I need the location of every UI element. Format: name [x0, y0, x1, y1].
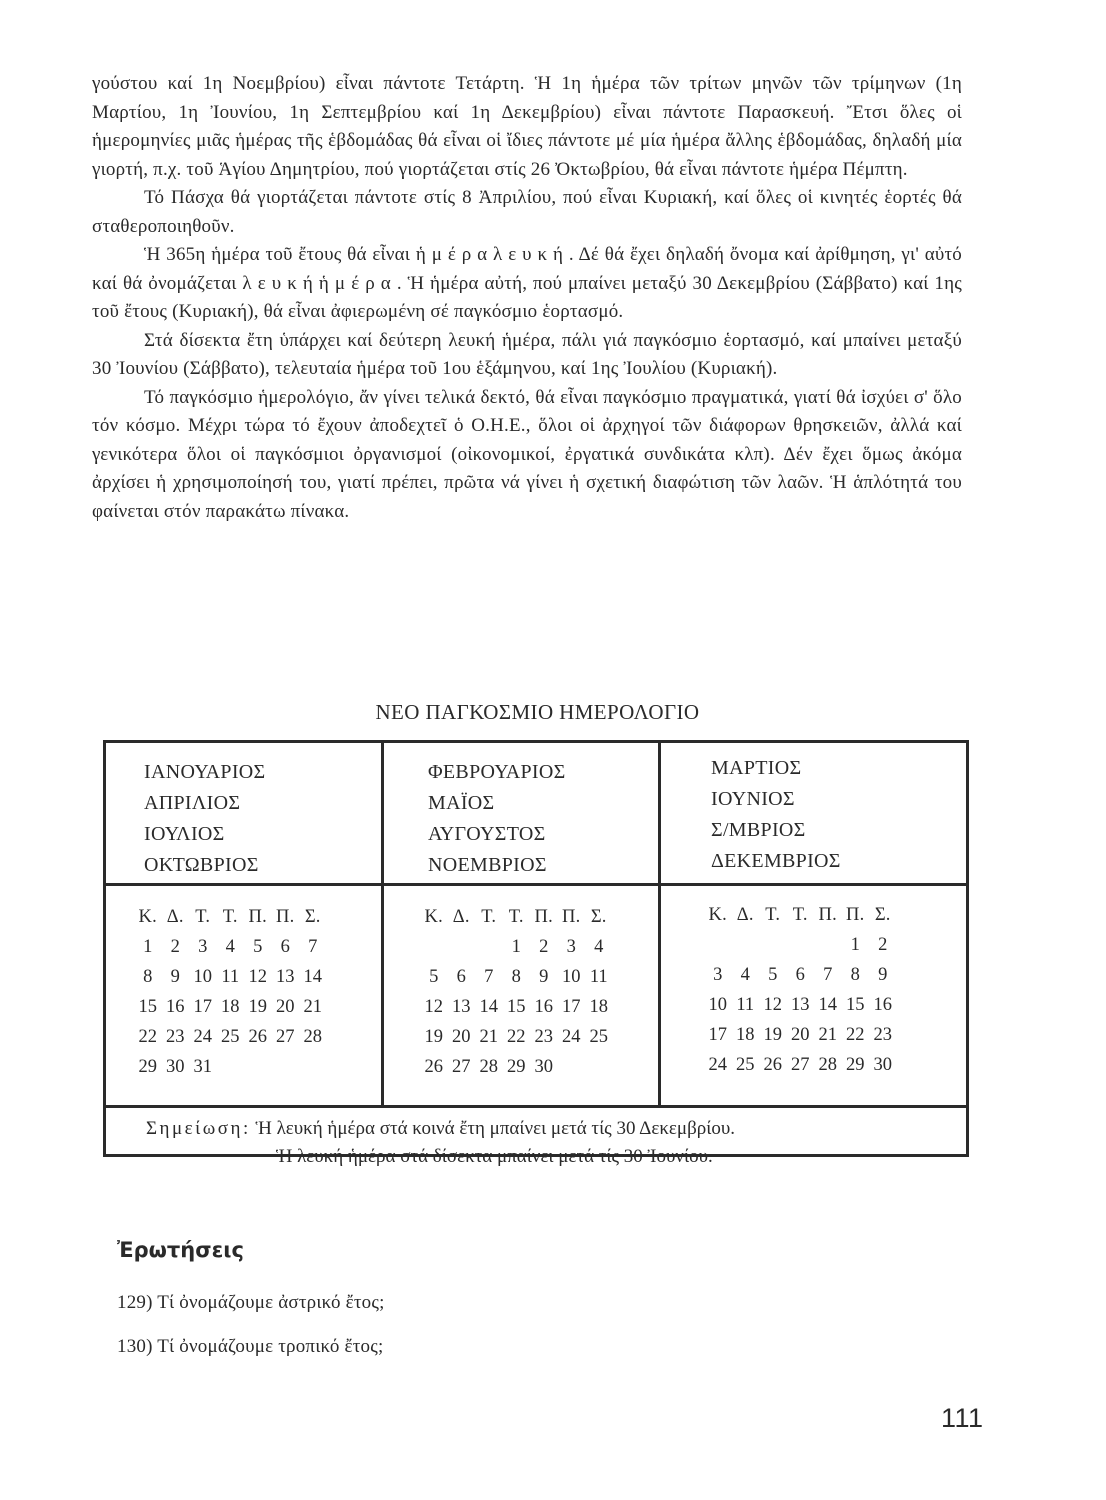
- weekday-header: Σ.: [304, 907, 321, 927]
- day-number: 23: [534, 1027, 553, 1047]
- day-number: 9: [878, 965, 888, 985]
- paragraph: γούστου καί 1η Νοεμβρίου) εἶναι πάντοτε Τετάρτη. Ἡ 1η ἡμέρα τῶν τρίτων μηνῶν τῶν τρίμηνων (1η Μαρτίου, 1η Ἰουνίου, 1η Σεπτεμβρίου καί 1η Δεκεμβρίου) εἶναι πάντοτε Παρασκευή. Ἔτσι ὅλες οἱ ἡμερομηνίες μιᾶς ἡμέρας τῆς ἑβδομάδας θά εἶναι οἱ ἴδιες πάντοτε μέ μία ἡμέρα ἄλλης ἑβδομάδας, δηλαδή μία γιορτή, π.χ. τοῦ Ἁγίου Δημητρίου, πού γιορτάζεται στίς 26 Ὀκτωβρίου, θά εἶναι πάντοτε ἡμέρα Πέμπτη.: [92, 73, 962, 180]
- day-number: 10: [708, 995, 727, 1015]
- note-line-2: Ἡ λευκή ἡμέρα στά δίσεκτα μπαίνει μετά τίς 30 Ἰουνίου.: [276, 1146, 713, 1167]
- day-number: 20: [276, 997, 295, 1017]
- day-number: 1: [850, 935, 860, 955]
- month-name: Σ/ΜΒΡΙΟΣ: [711, 819, 806, 841]
- day-number: 16: [534, 997, 553, 1017]
- day-number: 22: [507, 1027, 526, 1047]
- day-number: 1: [143, 937, 153, 957]
- day-number: 6: [795, 965, 805, 985]
- day-number: 29: [138, 1057, 157, 1077]
- day-number: 7: [823, 965, 833, 985]
- day-number: 19: [424, 1027, 443, 1047]
- day-number: 26: [763, 1055, 782, 1075]
- day-number: 18: [736, 1025, 755, 1045]
- day-number: 30: [873, 1055, 892, 1075]
- day-number: 27: [452, 1057, 471, 1077]
- month-group-1: [144, 757, 265, 881]
- day-number: 12: [424, 997, 443, 1017]
- day-number: 24: [562, 1027, 581, 1047]
- day-number: 1: [511, 937, 521, 957]
- day-number: 2: [539, 937, 549, 957]
- empty-day-cell: [814, 930, 842, 960]
- day-number: 22: [138, 1027, 157, 1047]
- day-number: 17: [708, 1025, 727, 1045]
- day-number: 14: [303, 967, 322, 987]
- calendar-table: [103, 740, 969, 1167]
- question-item: 130) Τί ὀνομάζουμε τροπικό ἔτος;: [117, 1336, 384, 1357]
- day-number: 9: [539, 967, 549, 987]
- day-number: 30: [166, 1057, 185, 1077]
- day-number: 30: [534, 1057, 553, 1077]
- day-number: 14: [818, 995, 837, 1015]
- weekday-header: Π.: [248, 907, 267, 927]
- weekday-header: Σ.: [874, 905, 891, 925]
- empty-day-cell: [732, 930, 760, 960]
- weekday-header: Π.: [276, 907, 295, 927]
- day-number: 8: [850, 965, 860, 985]
- weekday-header: Δ.: [452, 907, 470, 927]
- month-name: ΝΟΕΜΒΡΙΟΣ: [428, 854, 547, 876]
- weekday-header: Κ.: [138, 907, 157, 927]
- day-number: 13: [452, 997, 471, 1017]
- day-number: 13: [791, 995, 810, 1015]
- note-line-1: Ἡ λευκή ἡμέρα στά κοινά ἔτη μπαίνει μετά τίς 30 Δεκεμβρίου.: [255, 1118, 736, 1139]
- day-number: 27: [276, 1027, 295, 1047]
- empty-day-cell: [475, 932, 503, 962]
- day-number: 20: [791, 1025, 810, 1045]
- day-number: 5: [429, 967, 439, 987]
- day-number: 9: [170, 967, 180, 987]
- day-number: 3: [198, 937, 208, 957]
- day-number: 18: [589, 997, 608, 1017]
- empty-day-cell: [759, 930, 787, 960]
- day-number: 22: [846, 1025, 865, 1045]
- empty-day-cell: [787, 930, 815, 960]
- day-number: 3: [566, 937, 576, 957]
- day-number: 17: [562, 997, 581, 1017]
- weekday-header: Τ.: [195, 907, 211, 927]
- day-number: 31: [193, 1057, 212, 1077]
- day-number: 15: [507, 997, 526, 1017]
- day-number: 4: [594, 937, 604, 957]
- body-text: [92, 70, 962, 526]
- paragraph: Ἡ 365η ἡμέρα τοῦ ἔτους θά εἶναι ἡ μ έ ρ α λ ε υ κ ή . Δέ θά ἔχει δηλαδή ὄνομα καί ἀρίθμηση, γι' αὐτό καί θά ὀνομάζεται λ ε υ κ ή ἡ μ έ ρ α . Ἡ ἡμέρα αὐτή, πού μπαίνει μεταξύ 30 Δεκεμβρίου (Σάββατο) καί 1ης τοῦ ἔτους (Κυριακή), θά εἶναι ἀφιερωμένη σέ παγκόσμιο ἑορτασμό.: [92, 244, 962, 322]
- day-number: 10: [193, 967, 212, 987]
- day-number: 28: [818, 1055, 837, 1075]
- month-name: ΔΕΚΕΜΒΡΙΟΣ: [711, 850, 841, 872]
- day-number: 7: [484, 967, 494, 987]
- day-number: 21: [479, 1027, 498, 1047]
- question-item: 129) Τί ὀνομάζουμε ἀστρικό ἔτος;: [117, 1292, 385, 1313]
- weekday-header: Κ.: [424, 907, 443, 927]
- month-name: ΑΠΡΙΛΙΟΣ: [144, 792, 241, 814]
- weekday-header: Τ.: [765, 905, 781, 925]
- day-number: 28: [479, 1057, 498, 1077]
- day-number: 26: [424, 1057, 443, 1077]
- weekday-header: Τ.: [792, 905, 808, 925]
- day-number: 15: [138, 997, 157, 1017]
- day-number: 4: [225, 937, 235, 957]
- day-number: 25: [736, 1055, 755, 1075]
- day-number: 25: [221, 1027, 240, 1047]
- month-name: ΦΕΒΡΟΥΑΡΙΟΣ: [428, 761, 566, 783]
- weekday-header: Π.: [846, 905, 865, 925]
- weekday-header: Δ.: [736, 905, 754, 925]
- day-number: 24: [193, 1027, 212, 1047]
- month-name: ΙΟΥΛΙΟΣ: [144, 823, 225, 845]
- month-group-3: [711, 753, 841, 877]
- empty-day-cell: [420, 932, 448, 962]
- calendar-note: [146, 1115, 735, 1171]
- day-number: 15: [846, 995, 865, 1015]
- weekday-header: Τ.: [222, 907, 238, 927]
- day-number: 24: [708, 1055, 727, 1075]
- column-divider: [658, 743, 661, 1107]
- month-name: ΟΚΤΩΒΡΙΟΣ: [144, 854, 259, 876]
- month-group-2: [428, 757, 566, 881]
- day-number: 12: [763, 995, 782, 1015]
- weekday-header: Π.: [534, 907, 553, 927]
- day-grid-1: [134, 902, 327, 1082]
- day-number: 23: [873, 1025, 892, 1045]
- row-divider: [106, 883, 966, 886]
- day-number: 21: [303, 997, 322, 1017]
- day-number: 18: [221, 997, 240, 1017]
- calendar-title: ΝΕΟ ΠΑΓΚΟΣΜΙΟ ΗΜΕΡΟΛΟΓΙΟ: [375, 700, 700, 724]
- day-grid-2: [420, 902, 613, 1082]
- page-number: 111: [941, 1403, 984, 1433]
- paragraph: Τό παγκόσμιο ἡμερολόγιο, ἄν γίνει τελικά δεκτό, θά εἶναι παγκόσμιο πραγματικά, γιατί θά ἰσχύει σ' ὅλο τόν κόσμο. Μέχρι τώρα τό ἔχουν ἀποδεχτεῖ ὁ Ο.Η.Ε., ὅλοι οἱ ἀρχηγοί τῶν διάφορων θρησκειῶν, ἀλλά καί γενικότερα ὅλοι οἱ παγκόσμιοι ὀργανισμοί (οἰκονομικοί, ἐργατικά συνδικάτα κλπ). Δέν ἔχει ὅμως ἀκόμα ἀρχίσει ἡ χρησιμοποίησή του, γιατί πρέπει, πρῶτα νά γίνει ἡ σχετική διαφώτιση τῶν λαῶν. Ἡ ἁπλότητά του φαίνεται στόν παρακάτω πίνακα.: [92, 386, 962, 522]
- day-number: 5: [253, 937, 263, 957]
- day-number: 2: [878, 935, 888, 955]
- day-number: 3: [713, 965, 723, 985]
- month-name: ΙΑΝΟΥΑΡΙΟΣ: [144, 761, 266, 783]
- day-number: 17: [193, 997, 212, 1017]
- empty-day-cell: [448, 932, 476, 962]
- day-number: 19: [248, 997, 267, 1017]
- day-number: 23: [166, 1027, 185, 1047]
- day-number: 29: [846, 1055, 865, 1075]
- day-number: 10: [562, 967, 581, 987]
- paragraph: Τό Πάσχα θά γιορτάζεται πάντοτε στίς 8 Ἀπριλίου, πού εἶναι Κυριακή, καί ὅλες οἱ κινητές ἑορτές θά σταθεροποιηθοῦν.: [92, 187, 962, 237]
- day-number: 5: [768, 965, 778, 985]
- day-number: 4: [740, 965, 750, 985]
- column-divider: [381, 743, 384, 1107]
- day-number: 29: [507, 1057, 526, 1077]
- day-number: 20: [452, 1027, 471, 1047]
- empty-day-cell: [704, 930, 732, 960]
- weekday-header: Κ.: [708, 905, 727, 925]
- day-number: 11: [589, 967, 608, 987]
- day-number: 13: [276, 967, 295, 987]
- day-number: 14: [479, 997, 498, 1017]
- day-grid-3: [704, 900, 897, 1080]
- questions-heading: Ἐρωτήσεις: [117, 1238, 244, 1262]
- day-number: 19: [763, 1025, 782, 1045]
- day-number: 16: [166, 997, 185, 1017]
- day-number: 21: [818, 1025, 837, 1045]
- weekday-header: Τ.: [481, 907, 497, 927]
- paragraph: Στά δίσεκτα ἔτη ὑπάρχει καί δεύτερη λευκή ἡμέρα, πάλι γιά παγκόσμιο ἑορτασμό, καί μπαίνει μεταξύ 30 Ἰουνίου (Σάββατο), τελευταία ἡμέρα τοῦ 1ου ἑξάμηνου, καί 1ης Ἰουλίου (Κυριακή).: [92, 329, 962, 379]
- day-number: 27: [791, 1055, 810, 1075]
- weekday-header: Π.: [562, 907, 581, 927]
- weekday-header: Σ.: [590, 907, 607, 927]
- day-number: 2: [170, 937, 180, 957]
- day-number: 8: [511, 967, 521, 987]
- day-number: 6: [456, 967, 466, 987]
- weekday-header: Π.: [818, 905, 837, 925]
- note-label: Σημείωση:: [146, 1118, 251, 1139]
- day-number: 6: [280, 937, 290, 957]
- row-divider: [106, 1105, 966, 1108]
- month-name: ΜΑΡΤΙΟΣ: [711, 757, 802, 779]
- day-number: 11: [736, 995, 755, 1015]
- day-number: 16: [873, 995, 892, 1015]
- day-number: 7: [308, 937, 318, 957]
- month-name: ΑΥΓΟΥΣΤΟΣ: [428, 823, 546, 845]
- month-name: ΙΟΥΝΙΟΣ: [711, 788, 795, 810]
- day-number: 26: [248, 1027, 267, 1047]
- day-number: 28: [303, 1027, 322, 1047]
- weekday-header: Τ.: [508, 907, 524, 927]
- weekday-header: Δ.: [166, 907, 184, 927]
- day-number: 12: [248, 967, 267, 987]
- month-name: ΜΑΪΟΣ: [428, 792, 495, 814]
- day-number: 11: [221, 967, 240, 987]
- day-number: 8: [143, 967, 153, 987]
- day-number: 25: [589, 1027, 608, 1047]
